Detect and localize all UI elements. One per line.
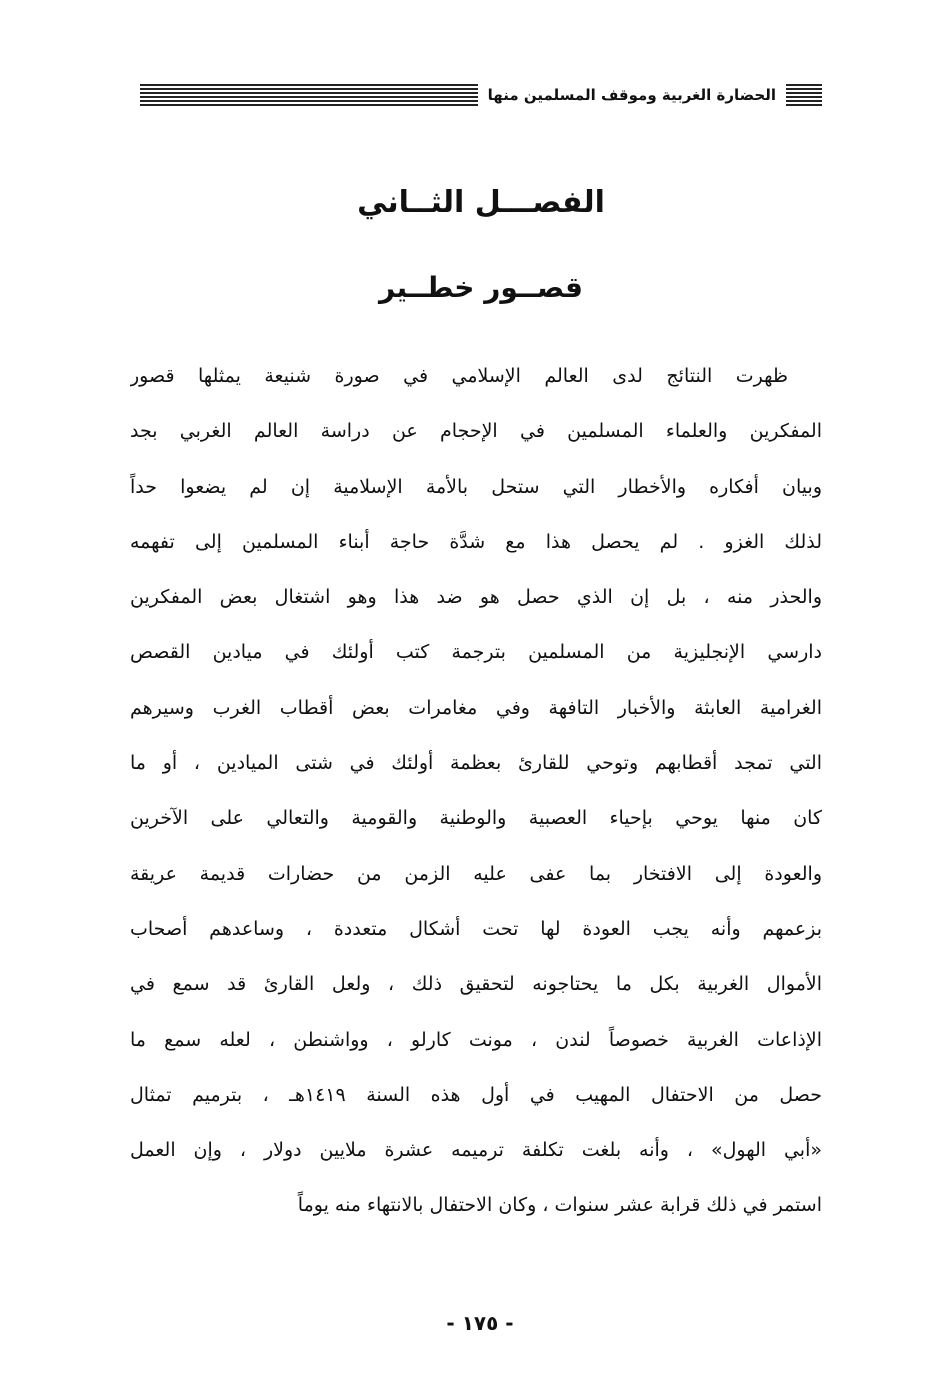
header-rule-left — [140, 84, 478, 106]
body-line: الغرامية العابثة والأخبار التافهة وفي مغامرات بعض أقطاب الغرب وسيرهم — [130, 696, 822, 719]
body-line: ظهرت النتائج لدى العالم الإسلامي في صورة شنيعة يمثلها قصور — [130, 365, 788, 387]
body-line: وبيان أفكاره والأخطار التي ستحل بالأمة الإسلامية إن لم يضعوا حداً — [130, 475, 822, 498]
body-line: الإذاعات الغربية خصوصاً لندن ، مونت كارلو ، وواشنطن ، لعله سمع ما — [130, 1028, 822, 1051]
body-line: لذلك الغزو . لم يحصل هذا مع شدَّة حاجة أبناء المسلمين إلى تفهمه — [130, 530, 822, 553]
body-line: «أبي الهول» ، وأنه بلغت تكلفة ترميمه عشرة ملايين دولار ، وإن العمل — [130, 1139, 822, 1162]
body-line: بزعمهم وأنه يجب العودة لها تحت أشكال متعددة ، وساعدهم أصحاب — [130, 917, 822, 940]
body-line: والعودة إلى الافتخار بما عفى عليه الزمن من حضارات قديمة عريقة — [130, 862, 822, 885]
body-line: المفكرين والعلماء المسلمين في الإحجام عن دراسة العالم الغربي بجد — [130, 420, 822, 443]
section-title: قصــور خطــير — [379, 271, 583, 304]
body-line: الأموال الغربية بكل ما يحتاجونه لتحقيق ذلك ، ولعل القارئ قد سمع في — [130, 973, 822, 996]
body-line: دارسي الإنجليزية من المسلمين بترجمة كتب أولئك في ميادين القصص — [130, 641, 822, 664]
body-line: والحذر منه ، بل إن الذي حصل هو ضد هذا وهو اشتغال بعض المفكرين — [130, 586, 822, 609]
body-line: التي تمجد أقطابهم وتوحي للقارئ بعظمة أولئك في شتى الميادين ، أو ما — [130, 752, 822, 775]
body-line: كان منها يوحي بإحياء العصبية والوطنية والقومية والتعالي على الآخرين — [130, 807, 822, 830]
running-header — [140, 80, 822, 110]
header-rule-right — [786, 84, 822, 106]
running-title: الحضارة الغربية وموقف المسلمين منها — [487, 86, 776, 104]
chapter-title: الفصـــل الثــاني — [357, 185, 605, 220]
page-number: - ١٧٥ - — [446, 1311, 514, 1335]
body-line: استمر في ذلك قرابة عشر سنوات ، وكان الاحتفال بالانتهاء منه يوماً — [297, 1194, 822, 1217]
body-line: حصل من الاحتفال المهيب في أول هذه السنة ١٤١٩هـ ، بترميم تمثال — [130, 1083, 822, 1106]
body-paragraph — [130, 352, 822, 1237]
